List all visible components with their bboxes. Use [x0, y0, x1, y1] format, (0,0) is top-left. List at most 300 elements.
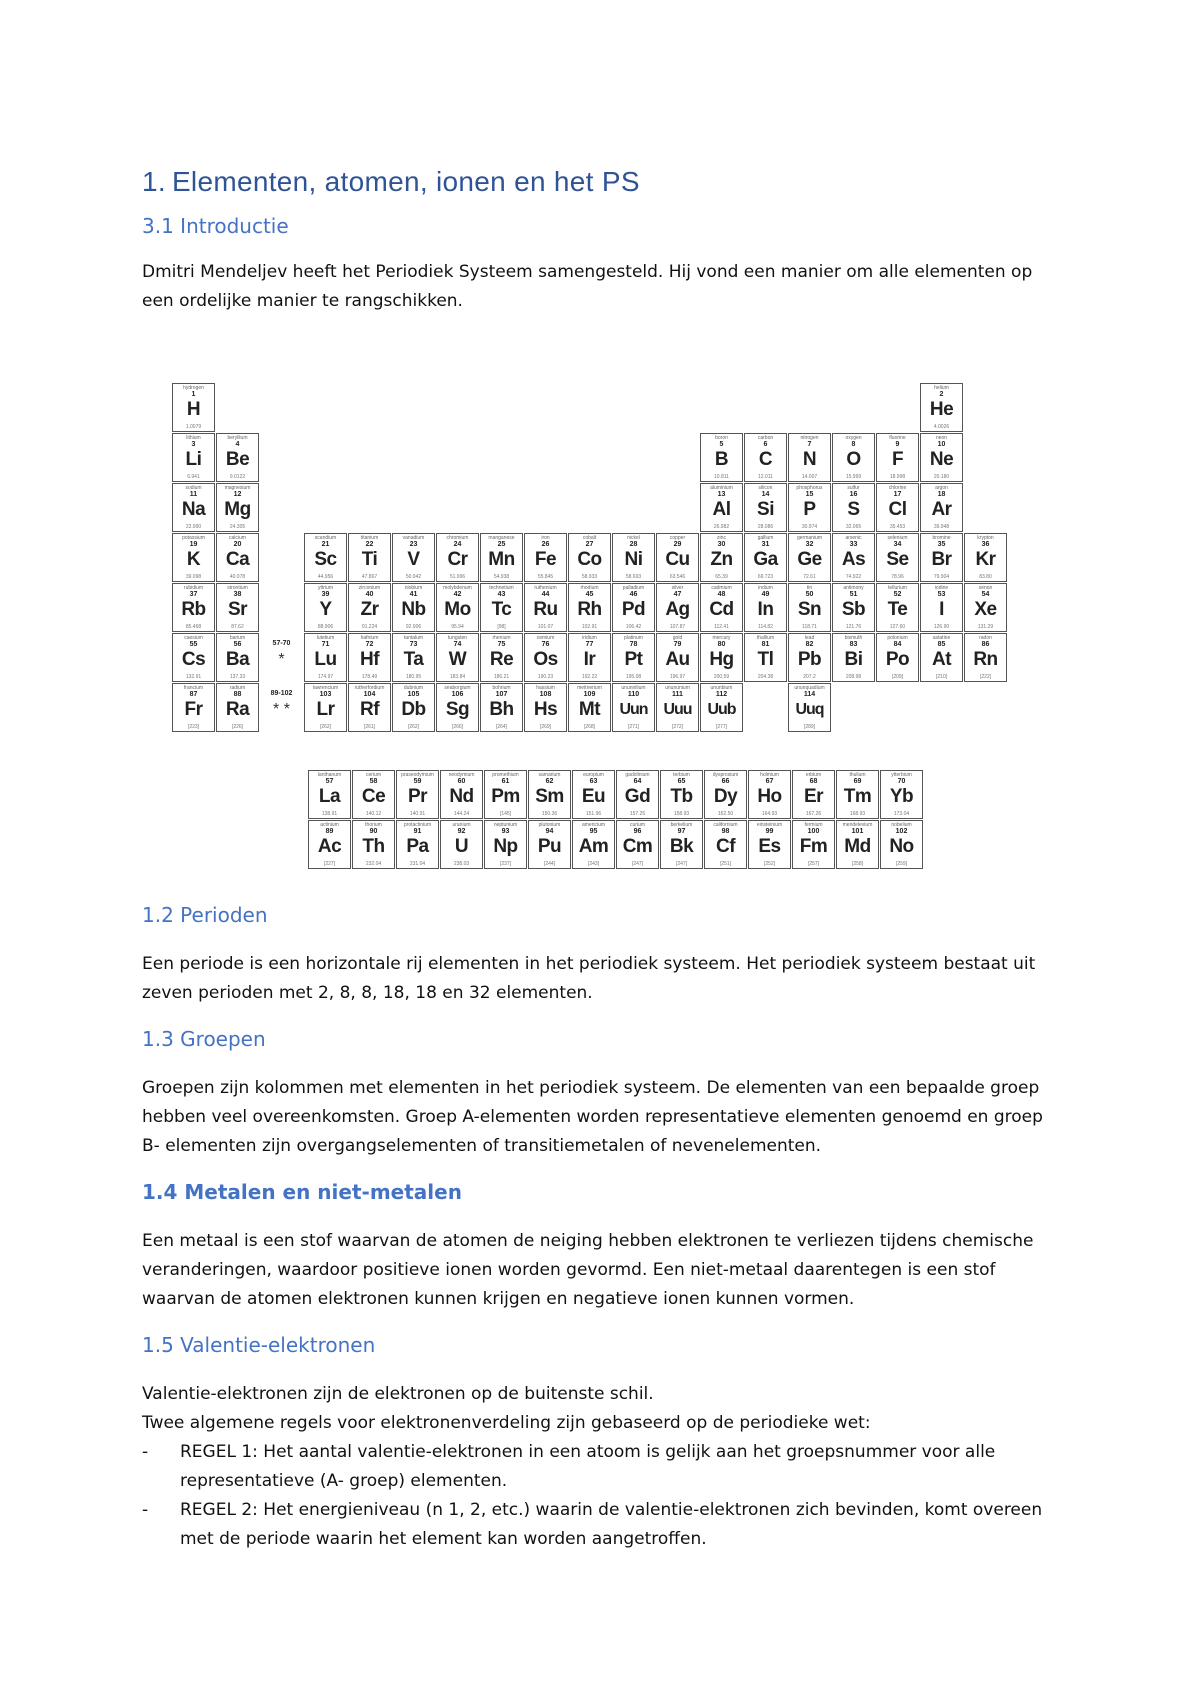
atomic-mass: 126.90 — [933, 624, 950, 630]
element-cell-hg — [700, 633, 743, 682]
element-name: antimony — [843, 585, 864, 591]
element-symbol: Mt — [578, 699, 601, 720]
element-name: germanium — [796, 535, 822, 541]
element-cell-rb — [172, 583, 215, 632]
atomic-mass: 10.811 — [714, 474, 729, 480]
atomic-number: 109 — [583, 691, 596, 698]
atomic-number: 43 — [497, 591, 506, 598]
atomic-number: 106 — [451, 691, 464, 698]
element-name: beryllium — [227, 435, 248, 441]
element-symbol: Se — [886, 549, 909, 570]
marker-range: 57-70 — [272, 640, 291, 647]
atomic-mass: 39.948 — [933, 524, 950, 530]
element-symbol: W — [448, 649, 467, 670]
element-symbol: I — [939, 599, 944, 620]
atomic-number: 10 — [937, 441, 946, 448]
atomic-number: 54 — [981, 591, 990, 598]
element-name: rutherfordium — [354, 685, 385, 691]
element-symbol: Cs — [181, 649, 206, 670]
atomic-number: 49 — [761, 591, 770, 598]
element-symbol: Fm — [799, 836, 828, 857]
element-name: rubidium — [183, 585, 204, 591]
atomic-mass: 114.82 — [758, 624, 773, 630]
atomic-number: 52 — [893, 591, 902, 598]
atomic-mass: 47.867 — [361, 574, 378, 580]
element-cell-i — [920, 583, 963, 632]
element-cell-o — [832, 433, 875, 482]
atomic-number: 79 — [673, 641, 682, 648]
element-symbol: B — [714, 449, 729, 470]
atomic-number: 111 — [672, 691, 683, 698]
atomic-mass: 167.26 — [805, 811, 822, 817]
atomic-mass: 44.956 — [317, 574, 334, 580]
element-symbol: Ga — [753, 549, 778, 570]
metalen-paragraph: Een metaal is een stof waarvan de atomen de neiging hebben elektronen te verliezen tijdens chemische veranderingen, waardoor positieve ionen worden gevormd. Een niet-metaal daarentegen is een stof waarvan de atomen elektronen kunnen krijgen en negatieve ionen kunnen vormen. — [142, 1231, 1034, 1309]
atomic-mass: 137.33 — [229, 674, 246, 680]
atomic-mass: 106.42 — [625, 624, 642, 630]
element-symbol: Xe — [974, 599, 997, 620]
element-symbol: Am — [578, 836, 609, 857]
element-symbol: Sm — [535, 786, 564, 807]
element-name: tellurium — [888, 585, 907, 591]
element-name: dubnium — [403, 685, 424, 691]
element-cell-ti — [348, 533, 391, 582]
element-symbol: Po — [885, 649, 910, 670]
atomic-number: 86 — [981, 641, 990, 648]
atomic-number: 32 — [805, 541, 814, 548]
element-cell-al — [700, 483, 743, 532]
element-name: helium — [934, 385, 949, 391]
atomic-mass: [226] — [231, 724, 244, 730]
series-marker — [260, 633, 303, 682]
element-name: rhenium — [492, 635, 511, 641]
element-cell-ba — [216, 633, 259, 682]
element-cell-mo — [436, 583, 479, 632]
element-cell-mg — [216, 483, 259, 532]
element-symbol: Pu — [537, 836, 562, 857]
periodic-table — [172, 383, 1022, 740]
atomic-number: 12 — [233, 491, 242, 498]
element-name: aluminium — [710, 485, 733, 491]
element-symbol: Rh — [577, 599, 602, 620]
element-name: neon — [935, 435, 948, 441]
element-cell-cf — [704, 820, 747, 869]
atomic-mass: 65.39 — [715, 574, 728, 580]
element-symbol: O — [846, 449, 861, 470]
element-symbol: Dy — [713, 786, 738, 807]
element-name: ruthenium — [534, 585, 557, 591]
atomic-number: 107 — [495, 691, 508, 698]
perioden-paragraph: Een periode is een horizontale rij elementen in het periodiek systeem. Het periodiek systeem bestaat uit zeven perioden met 2, 8, 8, 18, 18 en 32 elementen. — [142, 954, 1036, 1003]
element-symbol: N — [802, 449, 817, 470]
element-cell-na — [172, 483, 215, 532]
element-cell-fm — [792, 820, 835, 869]
atomic-mass: [289] — [803, 724, 816, 730]
element-symbol: Hg — [709, 649, 734, 670]
element-cell-nd — [440, 770, 483, 819]
atomic-mass: 58.693 — [625, 574, 642, 580]
atomic-mass: [244] — [543, 861, 556, 867]
atomic-number: 92 — [457, 828, 466, 835]
element-symbol: As — [841, 549, 866, 570]
element-cell-bi — [832, 633, 875, 682]
element-cell-ho — [748, 770, 791, 819]
element-name: sodium — [185, 485, 202, 491]
atomic-mass: 186.21 — [493, 674, 510, 680]
element-cell-ni — [612, 533, 655, 582]
atomic-number: 51 — [849, 591, 858, 598]
atomic-number: 25 — [497, 541, 506, 548]
element-cell-ce — [352, 770, 395, 819]
element-symbol: Zn — [710, 549, 733, 570]
atomic-number: 2 — [939, 391, 944, 398]
element-cell-sn — [788, 583, 831, 632]
element-cell-co — [568, 533, 611, 582]
element-name: palladium — [622, 585, 645, 591]
element-name: plutonium — [538, 822, 561, 828]
element-cell-gd — [616, 770, 659, 819]
atomic-number: 81 — [761, 641, 770, 648]
atomic-number: 5 — [719, 441, 724, 448]
atomic-mass: 78.96 — [891, 574, 904, 580]
atomic-mass: 178.49 — [361, 674, 378, 680]
atomic-number: 72 — [365, 641, 374, 648]
element-name: barium — [229, 635, 246, 641]
element-symbol: K — [186, 549, 201, 570]
atomic-mass: 173.04 — [893, 811, 910, 817]
element-symbol: V — [407, 549, 420, 570]
atomic-mass: [209] — [891, 674, 904, 680]
atomic-number: 26 — [541, 541, 550, 548]
element-cell-np — [484, 820, 527, 869]
element-symbol: Cu — [665, 549, 690, 570]
element-symbol: Tc — [491, 599, 512, 620]
atomic-mass: 168.93 — [849, 811, 866, 817]
element-symbol: Sc — [314, 549, 337, 570]
element-cell-ar — [920, 483, 963, 532]
atomic-number: 36 — [981, 541, 990, 548]
atomic-number: 89 — [325, 828, 334, 835]
atomic-mass: [269] — [539, 724, 552, 730]
element-cell-pu — [528, 820, 571, 869]
atomic-mass: 140.91 — [409, 811, 426, 817]
element-symbol: C — [758, 449, 773, 470]
atomic-mass: 121.76 — [845, 624, 862, 630]
element-cell-rn — [964, 633, 1007, 682]
element-cell-pt — [612, 633, 655, 682]
atomic-mass: 88.906 — [317, 624, 334, 630]
atomic-mass: 18.998 — [889, 474, 906, 480]
element-cell-sc — [304, 533, 347, 582]
element-symbol: Eu — [581, 786, 606, 807]
element-name: molybdenum — [443, 585, 472, 591]
element-name: lawrencium — [312, 685, 339, 691]
atomic-number: 100 — [807, 828, 820, 835]
element-name: silicon — [758, 485, 773, 491]
element-symbol: Lu — [314, 649, 337, 670]
element-cell-lr — [304, 683, 347, 732]
element-cell-he — [920, 383, 963, 432]
atomic-number: 74 — [453, 641, 462, 648]
element-name: tantalum — [403, 635, 424, 641]
element-name: cadmium — [711, 585, 732, 591]
element-cell-si — [744, 483, 787, 532]
element-cell-uub — [700, 683, 743, 732]
atomic-number: 110 — [627, 691, 640, 698]
element-cell-v — [392, 533, 435, 582]
atomic-number: 80 — [717, 641, 726, 648]
atomic-mass: [262] — [319, 724, 332, 730]
atomic-number: 44 — [541, 591, 550, 598]
atomic-number: 42 — [453, 591, 462, 598]
atomic-number: 50 — [805, 591, 814, 598]
element-cell-uun — [612, 683, 655, 732]
element-symbol: Pa — [406, 836, 429, 857]
atomic-mass: 200.59 — [713, 674, 730, 680]
element-name: promethium — [492, 772, 519, 778]
element-name: berkelium — [670, 822, 693, 828]
element-symbol: Pb — [797, 649, 822, 670]
element-symbol: Ar — [931, 499, 952, 520]
atomic-mass: 20.180 — [933, 474, 950, 480]
element-cell-sm — [528, 770, 571, 819]
atomic-mass: [223] — [187, 724, 200, 730]
atomic-mass: 55.845 — [537, 574, 554, 580]
element-name: americium — [581, 822, 606, 828]
element-cell-b — [700, 433, 743, 482]
lanthanide-actinide-table — [308, 770, 920, 870]
element-cell-dy — [704, 770, 747, 819]
element-symbol: Te — [887, 599, 908, 620]
atomic-mass: [222] — [979, 674, 992, 680]
atomic-number: 71 — [321, 641, 330, 648]
atomic-mass: 138.91 — [321, 811, 338, 817]
atomic-number: 78 — [629, 641, 638, 648]
atomic-mass: 196.97 — [669, 674, 686, 680]
element-cell-uuq — [788, 683, 831, 732]
atomic-number: 22 — [365, 541, 374, 548]
atomic-mass: 164.93 — [761, 811, 778, 817]
element-name: actinium — [320, 822, 339, 828]
element-cell-zr — [348, 583, 391, 632]
atomic-mass: 162.50 — [717, 811, 734, 817]
atomic-number: 19 — [189, 541, 198, 548]
element-symbol: Li — [185, 449, 202, 470]
element-symbol: Bh — [489, 699, 514, 720]
element-symbol: Zr — [360, 599, 379, 620]
atomic-mass: 157.25 — [629, 811, 646, 817]
page-title — [142, 166, 640, 198]
element-cell-md — [836, 820, 879, 869]
element-name: polonium — [887, 635, 908, 641]
element-name: boron — [715, 435, 728, 441]
atomic-number: 30 — [717, 541, 726, 548]
element-cell-ta — [392, 633, 435, 682]
element-cell-at — [920, 633, 963, 682]
element-symbol: Cf — [715, 836, 736, 857]
intro-paragraph: Dmitri Mendeljev heeft het Periodiek Systeem samengesteld. Hij vond een manier om alle elementen op een ordelijke manier te rangschikken. — [142, 262, 1033, 311]
element-symbol: Kr — [975, 549, 996, 570]
element-name: cerium — [365, 772, 381, 778]
element-cell-ra — [216, 683, 259, 732]
element-cell-fe — [524, 533, 567, 582]
asterisk-icon: * * — [273, 701, 290, 718]
atomic-number: 77 — [585, 641, 594, 648]
element-cell-cd — [700, 583, 743, 632]
element-name: titanium — [360, 535, 379, 541]
atomic-mass: 35.453 — [889, 524, 906, 530]
element-name: technetium — [489, 585, 514, 591]
element-name: seaborgium — [444, 685, 471, 691]
element-cell-tc — [480, 583, 523, 632]
element-name: meitnerium — [577, 685, 602, 691]
element-cell-pm — [484, 770, 527, 819]
atomic-mass: 183.84 — [449, 674, 466, 680]
heading-number: 1. — [142, 166, 166, 197]
element-name: magnesium — [224, 485, 251, 491]
atomic-mass: [272] — [671, 724, 684, 730]
section-title-valentie: 1.5 Valentie-elektronen — [142, 1333, 376, 1357]
element-symbol: Pr — [407, 786, 428, 807]
element-name: hydrogen — [183, 385, 204, 391]
atomic-number: 20 — [233, 541, 242, 548]
element-symbol: Md — [844, 836, 871, 857]
element-cell-pa — [396, 820, 439, 869]
atomic-mass: [262] — [407, 724, 420, 730]
atomic-mass: 6.941 — [187, 474, 200, 480]
atomic-mass: 207.2 — [803, 674, 816, 680]
element-name: potassium — [182, 535, 205, 541]
element-name: osmium — [536, 635, 555, 641]
element-name: strontium — [227, 585, 248, 591]
element-name: europium — [583, 772, 604, 778]
atomic-mass: 158.93 — [673, 811, 690, 817]
atomic-number: 23 — [409, 541, 418, 548]
element-symbol: Y — [319, 599, 332, 620]
atomic-number: 68 — [809, 778, 818, 785]
atomic-number: 85 — [937, 641, 946, 648]
element-cell-re — [480, 633, 523, 682]
atomic-mass: 26.982 — [713, 524, 730, 530]
element-cell-u — [440, 820, 483, 869]
atomic-mass: 54.938 — [493, 574, 510, 580]
element-cell-cu — [656, 533, 699, 582]
element-symbol: Rf — [359, 699, 380, 720]
element-cell-li — [172, 433, 215, 482]
atomic-mass: 131.29 — [977, 624, 994, 630]
atomic-number: 90 — [369, 828, 378, 835]
element-symbol: Si — [757, 499, 774, 520]
element-name: curium — [629, 822, 645, 828]
element-cell-cm — [616, 820, 659, 869]
element-symbol: Ta — [403, 649, 424, 670]
atomic-mass: 40.078 — [229, 574, 246, 580]
atomic-mass: 192.22 — [581, 674, 598, 680]
atomic-number: 57 — [325, 778, 334, 785]
atomic-mass: 28.086 — [757, 524, 774, 530]
atomic-number: 104 — [363, 691, 376, 698]
element-symbol: Pt — [624, 649, 643, 670]
element-cell-p — [788, 483, 831, 532]
element-cell-se — [876, 533, 919, 582]
element-cell-mt — [568, 683, 611, 732]
atomic-number: 45 — [585, 591, 594, 598]
element-name: oxygen — [845, 435, 862, 441]
atomic-mass: 208.98 — [845, 674, 862, 680]
element-cell-hs — [524, 683, 567, 732]
element-symbol: U — [454, 836, 469, 857]
element-symbol: Db — [401, 699, 426, 720]
element-name: erbium — [805, 772, 822, 778]
element-cell-os — [524, 633, 567, 682]
atomic-number: 14 — [761, 491, 770, 498]
section-title-perioden: 1.2 Perioden — [142, 903, 268, 927]
element-cell-as — [832, 533, 875, 582]
element-symbol: Ge — [797, 549, 822, 570]
element-symbol: Ru — [533, 599, 558, 620]
element-cell-ac — [308, 820, 351, 869]
element-cell-sr — [216, 583, 259, 632]
atomic-mass: 24.305 — [229, 524, 246, 530]
atomic-mass: 190.23 — [537, 674, 554, 680]
element-symbol: S — [847, 499, 860, 520]
atomic-number: 3 — [191, 441, 196, 448]
atomic-mass: [257] — [807, 861, 820, 867]
atomic-mass: 22.990 — [185, 524, 202, 530]
element-name: iron — [541, 535, 550, 541]
element-cell-mn — [480, 533, 523, 582]
element-name: sulfur — [847, 485, 860, 491]
element-name: indium — [758, 585, 773, 591]
element-symbol: Hf — [359, 649, 380, 670]
element-symbol: He — [929, 399, 954, 420]
atomic-mass: 92.906 — [405, 624, 422, 630]
bullet-dash: - — [142, 1500, 149, 1520]
element-name: lutetium — [316, 635, 335, 641]
element-cell-te — [876, 583, 919, 632]
atomic-number: 64 — [633, 778, 642, 785]
atomic-number: 1 — [191, 391, 196, 398]
element-cell-lu — [304, 633, 347, 682]
element-symbol: Ag — [665, 599, 690, 620]
atomic-number: 76 — [541, 641, 550, 648]
atomic-number: 63 — [589, 778, 598, 785]
atomic-number: 99 — [765, 828, 774, 835]
element-cell-tm — [836, 770, 879, 819]
element-name: tungsten — [447, 635, 468, 641]
element-symbol: Np — [493, 836, 518, 857]
element-cell-in — [744, 583, 787, 632]
element-cell-no — [880, 820, 923, 869]
element-name: gadolinium — [625, 772, 650, 778]
element-name: terbium — [673, 772, 690, 778]
atomic-mass: 150.36 — [541, 811, 558, 817]
element-name: chromium — [446, 535, 469, 541]
atomic-number: 61 — [501, 778, 510, 785]
atomic-mass: [145] — [499, 811, 512, 817]
element-name: bromine — [932, 535, 951, 541]
atomic-mass: 232.04 — [365, 861, 382, 867]
element-symbol: Ne — [929, 449, 954, 470]
element-symbol: Th — [362, 836, 385, 857]
atomic-mass: 140.12 — [365, 811, 382, 817]
element-name: lanthanum — [317, 772, 342, 778]
atomic-number: 17 — [893, 491, 902, 498]
element-symbol: Mg — [224, 499, 251, 520]
atomic-number: 94 — [545, 828, 554, 835]
element-symbol: Na — [181, 499, 206, 520]
atomic-mass: [261] — [363, 724, 376, 730]
